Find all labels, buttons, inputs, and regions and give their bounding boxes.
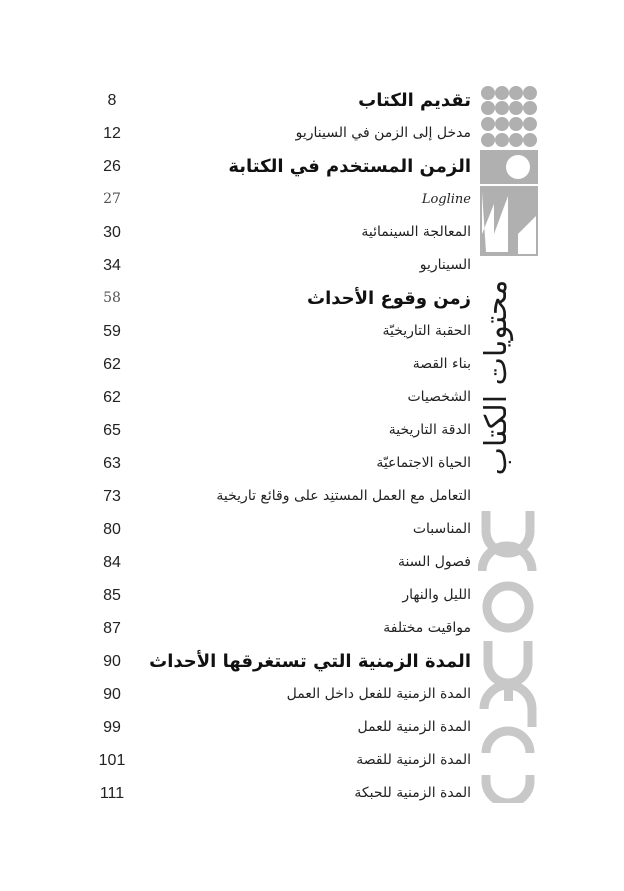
toc-entry[interactable]	[0, 381, 624, 414]
toc-entry-title: الزمن المستخدم في الكتابة	[228, 156, 471, 177]
toc-entry-page: 63	[103, 455, 121, 472]
toc-entry-page: 8	[107, 92, 117, 109]
toc-entry-page: 26	[103, 158, 121, 175]
toc-entry-title: المناسبات	[412, 521, 471, 537]
toc-entry-title: المدة الزمنية للقصة	[356, 752, 471, 768]
toc-entry-page: 73	[103, 488, 121, 505]
toc-entry-page: 58	[103, 290, 121, 306]
toc-entry-title: تقديم الكتاب	[358, 90, 471, 111]
toc-entry-page: 27	[103, 191, 121, 207]
toc-entry-title: المدة الزمنية التي تستغرقها الأحداث	[149, 651, 471, 672]
sidebar-title-text: محتويات الكتاب	[479, 279, 514, 476]
toc-entry-page: 101	[98, 752, 126, 769]
toc-entry[interactable]	[0, 414, 624, 447]
toc-entry-title: الدقة التاريخية	[388, 422, 471, 438]
toc-entry-title: مدخل إلى الزمن في السيناريو	[295, 125, 471, 141]
sidebar-title	[467, 270, 527, 485]
toc-entry[interactable]	[0, 348, 624, 381]
toc-entry-title: الحقبة التاريخيّة	[382, 323, 471, 339]
toc-entry-page: 111	[99, 785, 125, 802]
toc-entry-page: 85	[103, 587, 121, 604]
toc-entry-page: 30	[103, 224, 121, 241]
toc-entry-title: المدة الزمنية للعمل	[357, 719, 471, 735]
toc-entry-page: 34	[103, 257, 121, 274]
toc-entry-page: 90	[103, 686, 121, 703]
toc-entry[interactable]	[0, 447, 624, 480]
toc-entry-page: 90	[103, 653, 121, 670]
toc-entry-title: السيناريو	[419, 257, 471, 273]
toc-entry-page: 99	[103, 719, 121, 736]
toc-entry-page: 80	[103, 521, 121, 538]
toc-entry-title: الشخصيات	[407, 389, 471, 405]
toc-entry-page: 87	[103, 620, 121, 637]
toc-entry-page: 65	[103, 422, 121, 439]
decorative-pattern-top	[480, 84, 538, 256]
toc-entry[interactable]	[0, 315, 624, 348]
toc-entry-title: Logline	[421, 192, 471, 207]
toc-entry-title: المدة الزمنية للفعل داخل العمل	[286, 686, 471, 702]
toc-entry-page: 84	[103, 554, 121, 571]
toc-entry-title: مواقيت مختلفة	[383, 620, 471, 636]
toc-entry-title: الليل والنهار	[402, 587, 471, 603]
decorative-rings-bottom	[478, 503, 540, 803]
toc-entry-title: المعالجة السينمائية	[361, 224, 471, 240]
toc-entry-page: 62	[103, 356, 121, 373]
toc-entry-title: المدة الزمنية للحبكة	[354, 785, 471, 801]
toc-entry-title: فصول السنة	[397, 554, 471, 570]
toc-entry-page: 62	[103, 389, 121, 406]
toc-entry-title: زمن وقوع الأحداث	[307, 288, 471, 309]
toc-entry-title: الحياة الاجتماعيّة	[376, 455, 471, 471]
toc-entry-title: بناء القصة	[412, 356, 471, 372]
toc-entry-page: 59	[103, 323, 121, 340]
toc-entry[interactable]	[0, 282, 624, 315]
toc-entry-page: 12	[103, 125, 121, 142]
toc-entry-title: التعامل مع العمل المستنِد على وقائع تاريخية	[216, 488, 471, 504]
